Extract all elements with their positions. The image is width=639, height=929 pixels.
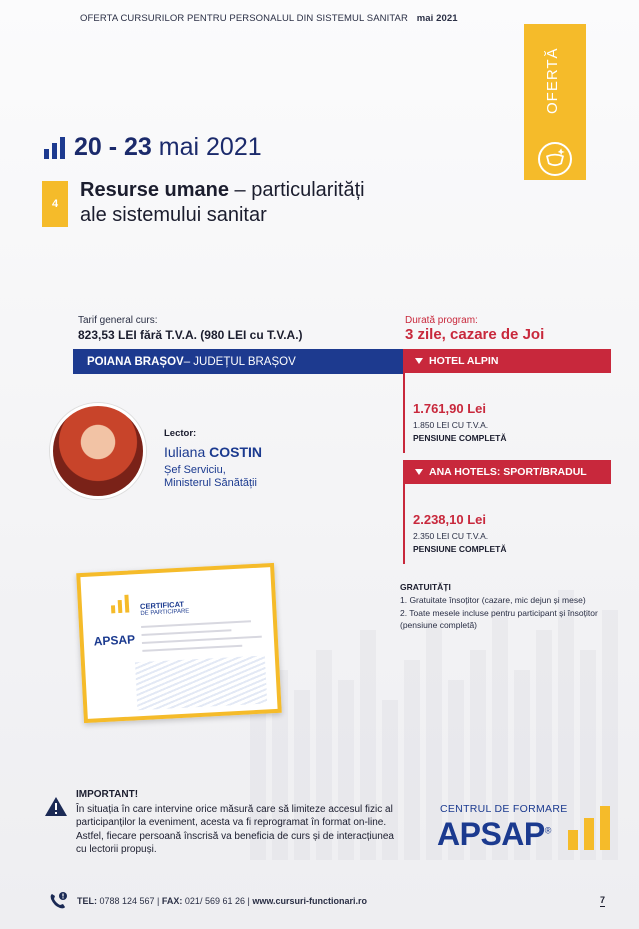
location-county: – JUDEȚUL BRAȘOV	[183, 355, 296, 368]
brand-logo-text	[437, 816, 551, 853]
page-header	[80, 13, 458, 24]
hotel-price: 2.238,10 Lei	[413, 512, 486, 527]
tarif-label: Tarif general curs:	[78, 315, 158, 326]
certificate-line	[142, 636, 262, 644]
apsap-logo-icon	[109, 595, 130, 614]
gratuitati-item: 1. Gratuitate însoțitor (cazare, mic dejun și mese)	[400, 595, 586, 605]
page-number: 7	[600, 895, 606, 905]
tel-label: TEL:	[77, 896, 97, 906]
location-place: POIANA BRAȘOV	[87, 355, 184, 368]
lector-institution: Ministerul Sănătății	[164, 477, 257, 489]
website-link[interactable]: www.cursuri-functionari.ro	[252, 896, 368, 906]
triangle-down-icon	[415, 469, 423, 475]
lector-avatar	[50, 403, 146, 499]
durata-value: 3 zile, cazare de Joi	[405, 326, 545, 343]
footer-contact	[77, 896, 367, 906]
bar-chart-icon	[42, 135, 68, 161]
certificate-line	[141, 620, 251, 628]
hotel-bar-ana	[403, 460, 611, 484]
gratuitati-item: 2. Toate mesele incluse pentru participant și însoțitor (pensiune completă)	[400, 608, 598, 630]
gratuitati-title: GRATUITĂȚI	[400, 582, 451, 592]
tarif-value: 823,53 LEI fără T.V.A. (980 LEI cu T.V.A.)	[78, 328, 303, 342]
hotel-price-tva: 1.850 LEI CU T.V.A.	[413, 420, 489, 430]
mask-icon	[538, 142, 572, 176]
header-month: mai 2021	[416, 13, 458, 24]
offer-tab	[524, 24, 586, 180]
lector-first-name: Iuliana	[164, 444, 210, 460]
hotel-divider-line	[403, 484, 405, 564]
hotel-pension: PENSIUNE COMPLETĂ	[413, 544, 507, 554]
hotel-price: 1.761,90 Lei	[413, 401, 486, 416]
warning-icon	[44, 795, 68, 819]
apsap-logo-bars-icon	[566, 806, 612, 850]
course-title	[80, 178, 440, 228]
certificate-image	[76, 563, 282, 723]
fax-label: FAX:	[161, 896, 183, 906]
hotel-divider-line	[403, 373, 405, 453]
important-text: În situația în care intervine orice măsură care să limiteze accesul fizic al participanților la eveniment, acesta va fi reprogramat în format on-line. Astfel, fiecare persoană înscrisă va beneficia de curs și de interacțiunea cu lectorii propuși.	[76, 804, 394, 855]
course-title-bold: Resurse umane	[80, 179, 229, 201]
fax-number: 021/ 569 61 26 |	[182, 896, 253, 906]
lector-role: Șef Serviciu,	[164, 464, 226, 476]
hotel-name: ANA HOTELS: SPORT/BRADUL	[429, 466, 587, 478]
brand-name: APSAP	[437, 816, 545, 852]
lector-label: Lector:	[164, 428, 197, 439]
lector-last-name: COSTIN	[209, 444, 263, 460]
phone-icon	[48, 891, 68, 911]
certificate-title: CERTIFICAT	[139, 599, 185, 611]
certificate-subtitle: DE PARTICIPARE	[140, 608, 190, 617]
certificate-line	[141, 629, 231, 636]
certificate-brand: APSAP	[93, 632, 136, 649]
course-number-badge: 4	[42, 181, 68, 227]
lector-name	[164, 444, 262, 460]
durata-label: Durată program:	[405, 315, 478, 326]
course-title-line2: ale sistemului sanitar	[80, 204, 267, 226]
certificate-line	[142, 645, 242, 652]
hotel-pension: PENSIUNE COMPLETĂ	[413, 433, 507, 443]
course-title-rest: – particularități	[228, 179, 365, 201]
course-date	[42, 133, 262, 162]
hotel-name: HOTEL ALPIN	[429, 355, 499, 367]
registered-mark: ®	[544, 825, 551, 836]
certificate-pattern	[135, 656, 267, 711]
tel-number: 0788 124 567 |	[97, 896, 162, 906]
triangle-down-icon	[415, 358, 423, 364]
header-title: OFERTA CURSURILOR PENTRU PERSONALUL DIN SISTEMUL SANITAR	[80, 13, 408, 24]
location-bar	[73, 349, 403, 374]
hotel-bar-alpin	[403, 349, 611, 373]
offer-tab-label: OFERTĂ	[544, 47, 561, 114]
brand-label: CENTRUL DE FORMARE	[440, 803, 568, 815]
date-range: 20 - 23	[74, 133, 152, 161]
date-month-year: mai 2021	[151, 133, 262, 161]
important-title: IMPORTANT!	[76, 789, 139, 800]
hotel-price-tva: 2.350 LEI CU T.V.A.	[413, 531, 489, 541]
